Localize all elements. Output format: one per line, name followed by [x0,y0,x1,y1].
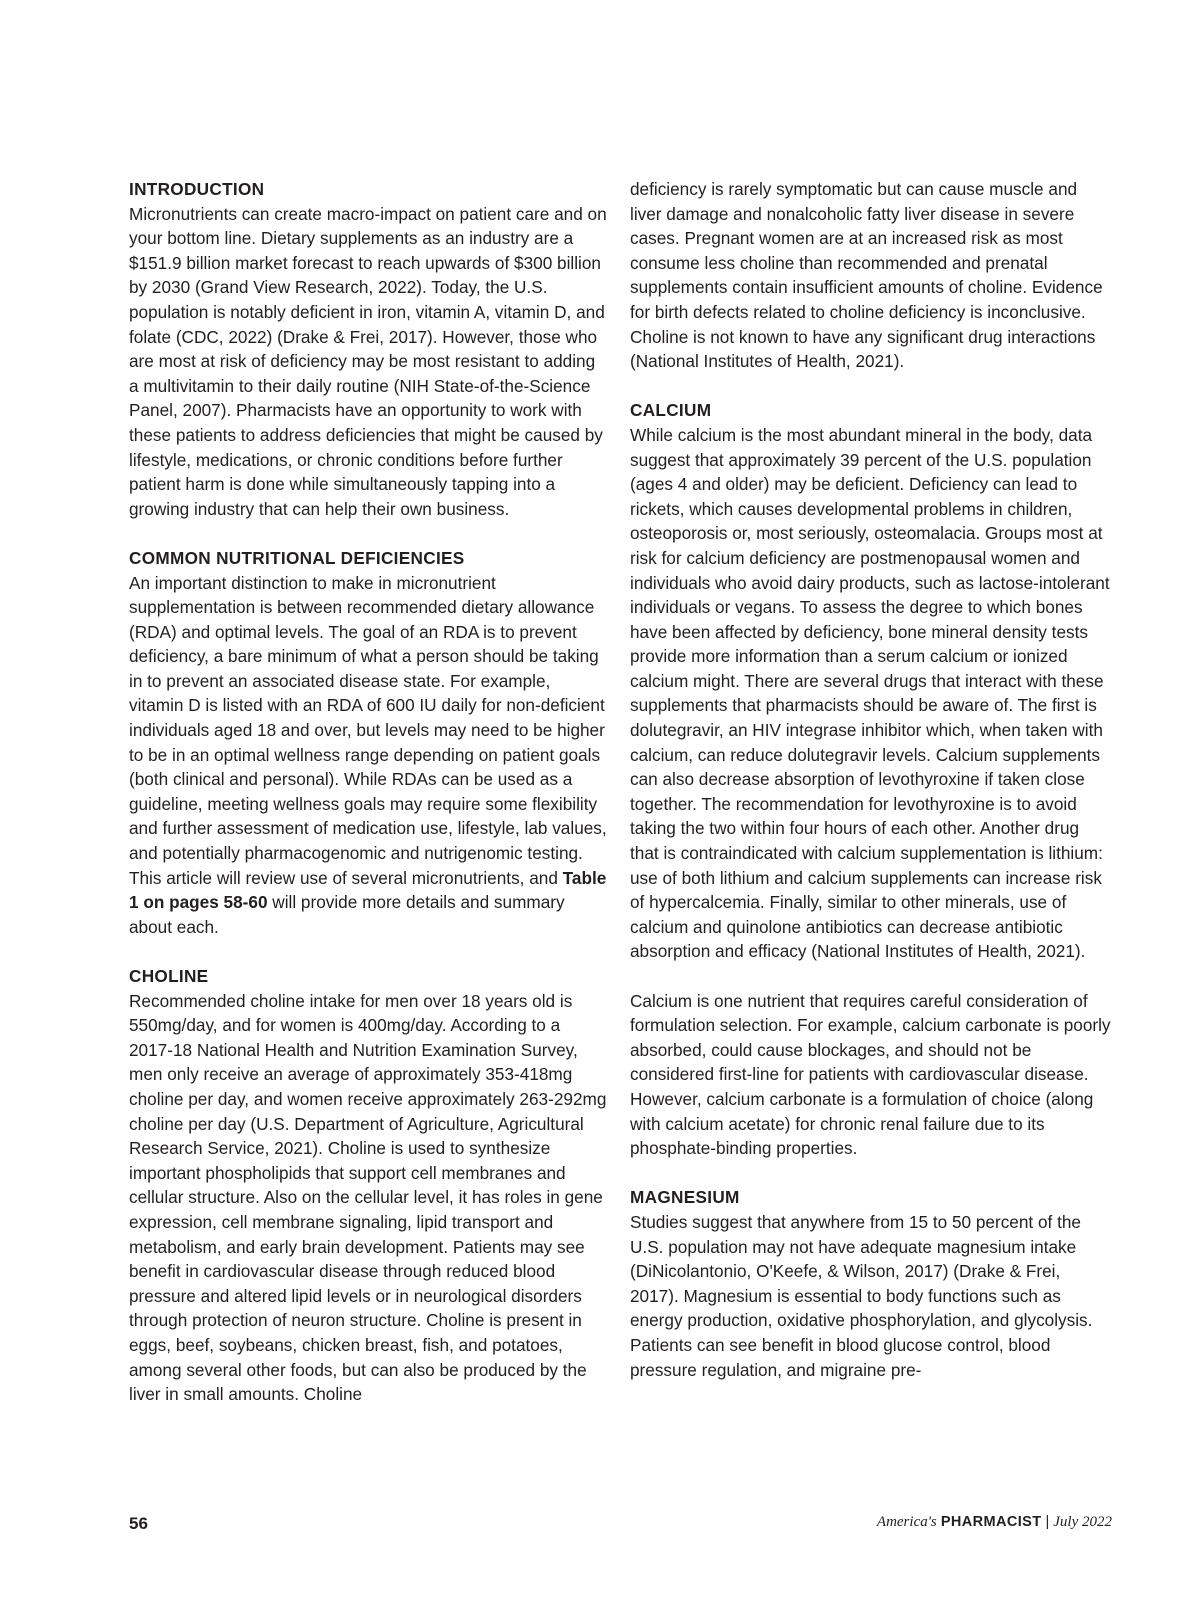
page-footer [129,1514,1112,1538]
left-column [129,177,607,1407]
common-text-before: An important distinction to make in micronutrient supplementation is between recommended dietary allowance (RDA) and optimal levels. The goal of an RDA is to prevent deficiency, a bare minimum of what a person should be taking in to prevent an associated disease state. For example, vitamin D is listed with an RDA of 600 IU daily for non-deficient individuals aged 18 and over, but levels may need to be higher to be in an optimal wellness range depending on patient goals (both clinical and personal). While RDAs can be used as a guideline, meeting wellness goals may require some flexibility and further assessment of medication use, lifestyle, lab values, and potentially pharmacogenomic and nutrigenomic testing. This article will review use of several micronutrients, and [129,572,607,888]
calcium-paragraph-1: While calcium is the most abundant mineral in the body, data suggest that approximately 39 percent of the U.S. population (ages 4 and older) may be deficient. Deficiency can lead to rickets, which causes developmental problems in children, osteoporosis or, most seriously, osteomalacia. Groups most at risk for calcium deficiency are postmenopausal women and individuals who avoid dairy products, such as lactose-intolerant individuals or vegans. To assess the degree to which bones have been affected by deficiency, bone mineral density tests provide more information than a serum calcium or ionized calcium might. There are several drugs that interact with these supplements that pharmacists should be aware of. The first is dolutegravir, an HIV integrase inhibitor which, when taken with calcium, can reduce dolutegravir levels. Calcium supplements can also decrease absorption of levothyroxine if taken close together. The recommendation for levothyroxine is to avoid taking the two within four hours of each other. Another drug that is contraindicated with calcium supplementation is lithium: use of both lithium and calcium supplements can increase risk of hypercalcemia. Finally, similar to other minerals, use of calcium and quinolone antibiotics can decrease antibiotic absorption and efficacy (National Institutes of Health, 2021). [630,424,1110,962]
calcium-heading: CALCIUM [630,400,712,421]
magnesium-heading: MAGNESIUM [630,1187,740,1208]
common-deficiencies-paragraph [129,571,607,940]
common-text-after: will provide more details and summary about each. [129,892,565,937]
choline-continued-paragraph: deficiency is rarely symptomatic but can cause muscle and liver damage and nonalcoholic fatty liver disease in severe cases. Pregnant women are at an increased risk as most consume less choline than recommended and prenatal supplements contain insufficient amounts of choline. Evidence for birth defects related to choline deficiency is inconclusive. Choline is not known to have any significant drug interactions (National Institutes of Health, 2021). [630,179,1103,372]
magazine-prefix: America's [876,1514,937,1530]
issue-date: July 2022 [1053,1514,1112,1530]
choline-heading: CHOLINE [129,966,209,986]
calcium-paragraph-2: Calcium is one nutrient that requires careful consideration of formulation selection. For example, calcium carbonate is poorly absorbed, could cause blockages, and should not be considered first-line for patients with cardiovascular disease. However, calcium carbonate is a formulation of choice (along with calcium acetate) for chronic renal failure due to its phosphate-binding properties. [630,990,1111,1159]
magazine-masthead [877,1514,1112,1531]
right-column [630,177,1112,1382]
introduction-paragraph: Micronutrients can create macro-impact on patient care and on your bottom line. Dietary supplements as an industry are a $151.9 billion market forecast to reach upwards of $300 billion by 2030 (Grand View Research, 2022). Today, the U.S. population is notably deficient in iron, vitamin A, vitamin D, and folate (CDC, 2022) (Drake & Frei, 2017). However, those who are most at risk of deficiency may be most resistant to adding a multivitamin to their daily routine (NIH State-of-the-Science Panel, 2007). Pharmacists have an opportunity to work with these patients to address deficiencies that might be caused by lifestyle, medications, or chronic conditions before further patient harm is done while simultaneously tapping into a growing industry that can help their own business. [129,203,607,519]
introduction-heading: INTRODUCTION [129,179,265,199]
magnesium-paragraph: Studies suggest that anywhere from 15 to 50 percent of the U.S. population may not have adequate magnesium intake (DiNicolantonio, O'Keefe, & Wilson, 2017) (Drake & Frei, 2017). Magnesium is essential to body functions such as energy production, oxidative phosphorylation, and glycolysis. Patients can see benefit in blood glucose control, blood pressure regulation, and migraine pre- [630,1211,1093,1380]
common-deficiencies-heading: COMMON NUTRITIONAL DEFICIENCIES [129,547,465,568]
table-reference: Table 1 on pages 58-60 [129,867,607,913]
choline-paragraph: Recommended choline intake for men over 18 years old is 550mg/day, and for women is 400mg/day. According to a 2017-18 National Health and Nutrition Examination Survey, men only receive an average of approximately 353-418mg choline per day, and women receive approximately 263-292mg choline per day (U.S. Department of Agriculture, Agricultural Research Service, 2021). Choline is used to synthesize important phospholipids that support cell membranes and cellular structure. Also on the cellular level, it has roles in gene expression, cell membrane signaling, lipid transport and metabolism, and early brain development. Patients may see benefit in cardiovascular disease through reduced blood pressure and altered lipid levels or in neurological disorders through protection of neuron structure. Choline is present in eggs, beef, soybeans, chicken breast, fish, and potatoes, among several other foods, but can also be produced by the liver in small amounts. Choline [129,990,607,1405]
footer-separator: | [1045,1514,1050,1530]
page-number: 56 [129,1514,148,1533]
magazine-name: PHARMACIST [940,1514,1042,1530]
